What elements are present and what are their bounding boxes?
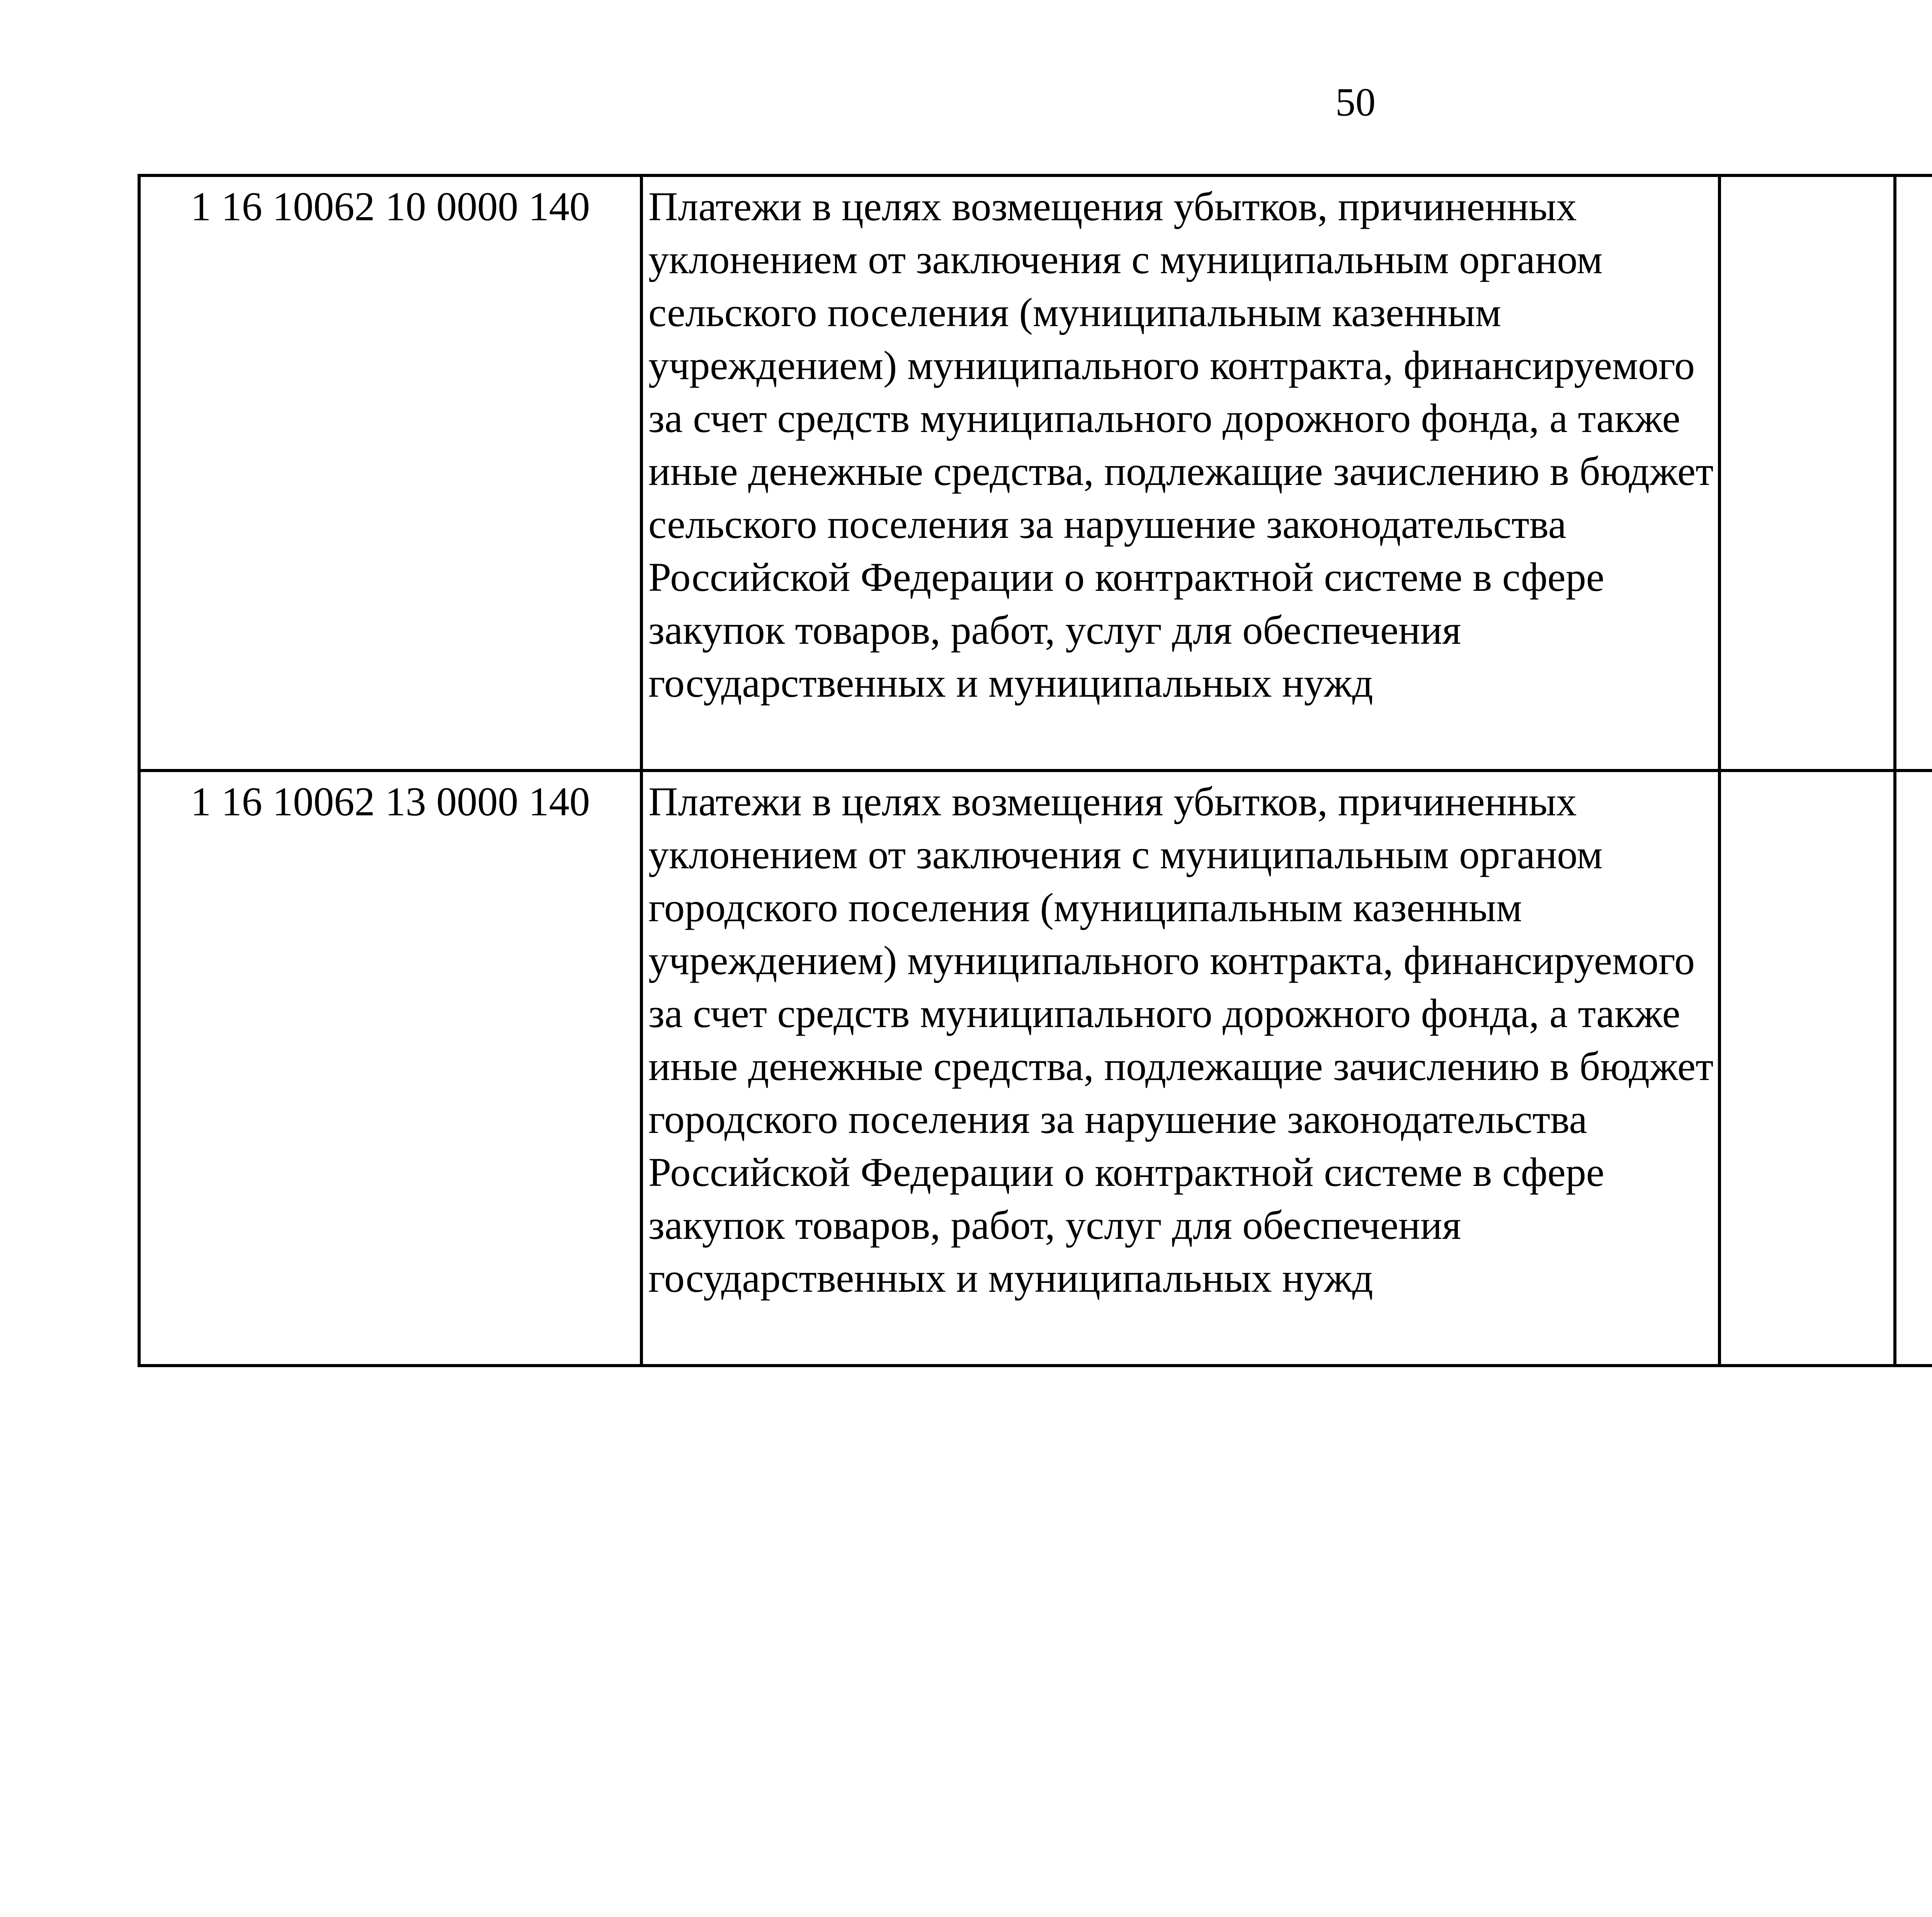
table-row <box>139 175 1932 771</box>
revenue-name: Платежи в целях возмещения убытков, причиненных уклонением от заключения с муниципальным органом городского поселения (муниципальным казенным учреждением) муниципального контракта, финансируемого за счет средств муниципального дорожного фонда, а также иные денежные средства, подлежащие зачислению в бюджет городского поселения за нарушение законодательства Российской Федерации о контрактной системе в сфере закупок товаров, работ, услуг для обеспечения государственных и муниципальных нужд <box>641 771 1719 1366</box>
budget-classification-code: 1 16 10062 10 0000 140 <box>139 175 641 771</box>
share-cell <box>1719 771 1895 1366</box>
share-cell <box>1895 771 1932 1366</box>
share-cell <box>1895 175 1932 771</box>
budget-classification-code: 1 16 10062 13 0000 140 <box>139 771 641 1366</box>
revenue-distribution-table <box>138 174 1932 1367</box>
page-number: 50 <box>1335 80 1376 124</box>
share-cell <box>1719 175 1895 771</box>
revenue-name: Платежи в целях возмещения убытков, причиненных уклонением от заключения с муниципальным органом сельского поселения (муниципальным казенным учреждением) муниципального контракта, финансируемого за счет средств муниципального дорожного фонда, а также иные денежные средства, подлежащие зачислению в бюджет сельского поселения за нарушение законодательства Российской Федерации о контрактной системе в сфере закупок товаров, работ, услуг для обеспечения государственных и муниципальных нужд <box>641 175 1719 771</box>
table-row <box>139 771 1932 1366</box>
